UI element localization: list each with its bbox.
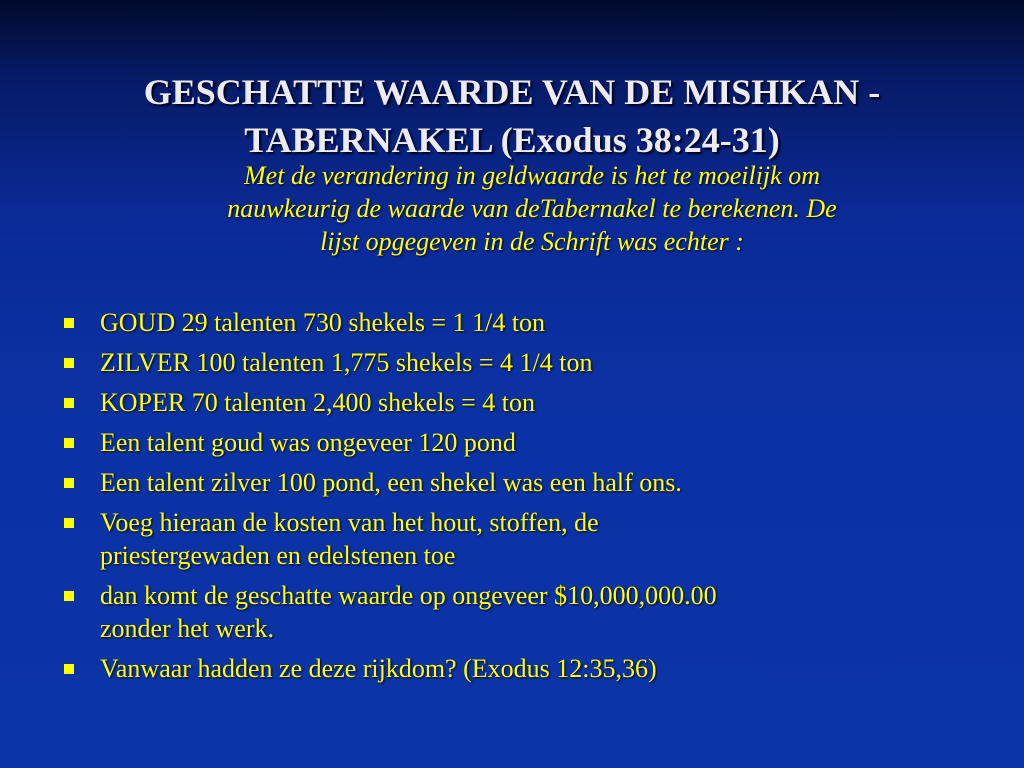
bullet-item-goud bbox=[62, 306, 962, 339]
bullet-item-koper bbox=[62, 386, 962, 419]
bullet-list bbox=[62, 306, 962, 692]
bullet-item-kosten bbox=[62, 506, 962, 572]
bullet-text: Voeg hieraan de kosten van het hout, stoffen, de bbox=[100, 508, 599, 537]
square-bullet-icon bbox=[64, 398, 74, 408]
square-bullet-icon bbox=[64, 438, 74, 448]
bullet-item-waarde bbox=[62, 579, 962, 645]
square-bullet-icon bbox=[64, 664, 74, 674]
slide-title bbox=[60, 68, 964, 164]
bullet-text: Een talent goud was ongeveer 120 pond bbox=[100, 428, 516, 457]
intro-line-2: nauwkeurig de waarde van deTabernakel te berekenen. De bbox=[227, 194, 837, 223]
square-bullet-icon bbox=[64, 591, 74, 601]
intro-paragraph bbox=[96, 159, 968, 258]
intro-line-1: Met de verandering in geldwaarde is het te moeilijk om bbox=[244, 161, 820, 190]
square-bullet-icon bbox=[64, 518, 74, 528]
bullet-text: ZILVER 100 talenten 1,775 shekels = 4 1/4 ton bbox=[100, 348, 593, 377]
slide-title-line-1: GESCHATTE WAARDE VAN DE MISHKAN - bbox=[143, 72, 881, 113]
square-bullet-icon bbox=[64, 318, 74, 328]
bullet-text-continued: priestergewaden en edelstenen toe bbox=[100, 541, 456, 570]
bullet-text-continued: zonder het werk. bbox=[100, 614, 274, 643]
bullet-text: Een talent zilver 100 pond, een shekel was een half ons. bbox=[100, 468, 682, 497]
bullet-text: GOUD 29 talenten 730 shekels = 1 1/4 ton bbox=[100, 308, 546, 337]
bullet-item-zilver bbox=[62, 346, 962, 379]
bullet-item-talent-zilver bbox=[62, 466, 962, 499]
slide-title-line-2: TABERNAKEL (Exodus 38:24-31) bbox=[244, 120, 780, 161]
bullet-text: KOPER 70 talenten 2,400 shekels = 4 ton bbox=[100, 388, 535, 417]
bullet-item-talent-goud bbox=[62, 426, 962, 459]
square-bullet-icon bbox=[64, 478, 74, 488]
square-bullet-icon bbox=[64, 358, 74, 368]
bullet-item-rijkdom bbox=[62, 652, 962, 685]
bullet-text: Vanwaar hadden ze deze rijkdom? (Exodus 12:35,36) bbox=[100, 654, 657, 683]
bullet-text: dan komt de geschatte waarde op ongeveer $10,000,000.00 bbox=[100, 581, 717, 610]
intro-line-3: lijst opgegeven in de Schrift was echter : bbox=[320, 227, 744, 256]
